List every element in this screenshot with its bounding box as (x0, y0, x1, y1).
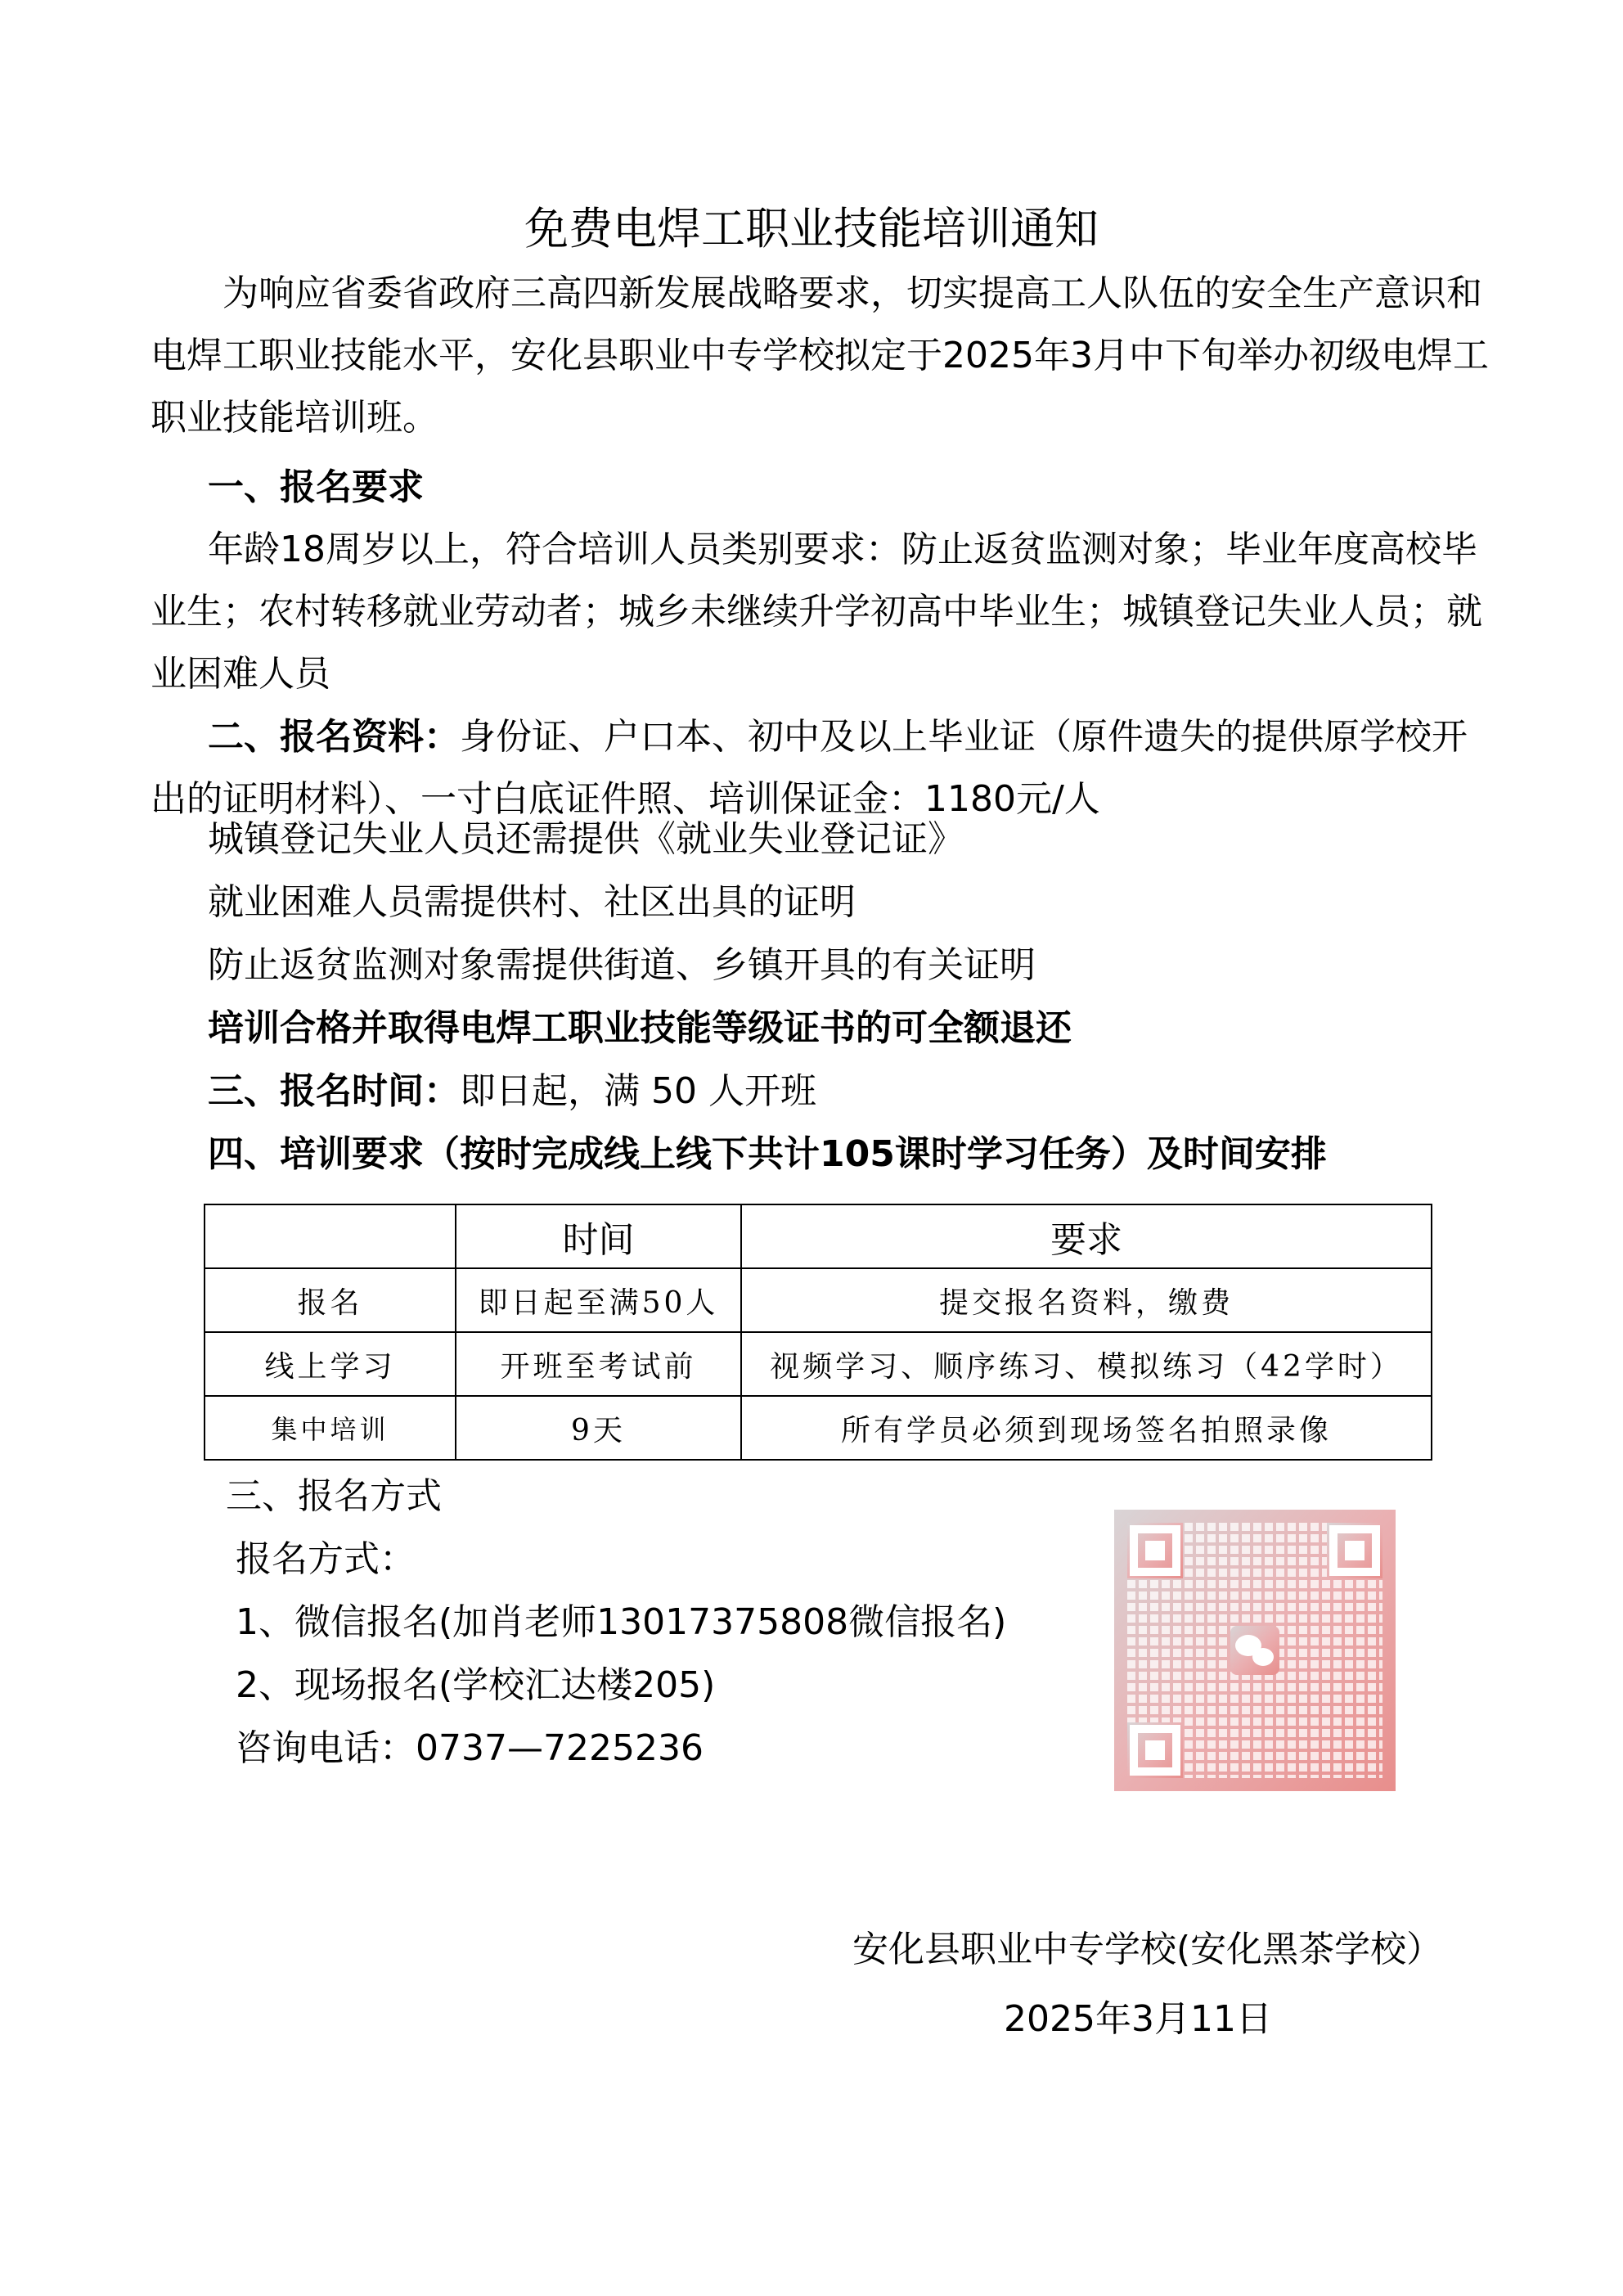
section3-body: 即日起，满 50 人开班 (460, 1070, 816, 1112)
section5-heading: 三、报名方式 (226, 1475, 442, 1517)
section2-paragraph (151, 706, 1492, 831)
section1-heading: 一、报名要求 (208, 466, 424, 508)
page-title: 免费电焊工职业技能培训通知 (524, 203, 1099, 254)
table-header-cell: 时间 (456, 1204, 741, 1268)
table-cell: 线上学习 (205, 1332, 456, 1396)
table-header-cell: 要求 (741, 1204, 1432, 1268)
section2-heading: 二、报名资料： (208, 716, 460, 758)
note-monitoring: 防止返贫监测对象需提供街道、乡镇开具的有关证明 (208, 944, 1036, 986)
table-cell: 即日起至满50人 (456, 1268, 741, 1332)
note-unemployed: 城镇登记失业人员还需提供《就业失业登记证》 (208, 818, 964, 860)
table-header-row (205, 1204, 1432, 1268)
table-cell: 视频学习、顺序练习、模拟练习（42学时） (741, 1332, 1432, 1396)
consult-phone: 咨询电话：0737—7225236 (236, 1727, 704, 1769)
refund-note: 培训合格并取得电焊工职业技能等级证书的可全额退还 (208, 1007, 1072, 1049)
table-row (205, 1268, 1432, 1332)
table-row (205, 1332, 1432, 1396)
table-cell: 提交报名资料，缴费 (741, 1268, 1432, 1332)
wechat-qr-icon (1114, 1510, 1396, 1791)
section4-heading: 四、培训要求（按时完成线上线下共计105课时学习任务）及时间安排 (208, 1133, 1327, 1175)
schedule-table (204, 1204, 1432, 1461)
section3-line (208, 1070, 816, 1112)
table-cell: 报名 (205, 1268, 456, 1332)
section1-body: 年龄18周岁以上，符合培训人员类别要求：防止返贫监测对象；毕业年度高校毕业生；农村转移就业劳动者；城乡未继续升学初高中毕业生；城镇登记失业人员；就业困难人员 (151, 529, 1482, 695)
table-row (205, 1396, 1432, 1460)
table-header-cell (205, 1204, 456, 1268)
table-cell: 集中培训 (205, 1396, 456, 1460)
signature-org: 安化县职业中专学校(安化黑茶学校） (852, 1929, 1443, 1970)
section2-body: 身份证、户口本、初中及以上毕业证（原件遗失的提供原学校开出的证明材料）、一寸白底证件照、培训保证金：1180元/人 (151, 716, 1468, 820)
table-cell: 开班至考试前 (456, 1332, 741, 1396)
section3-heading: 三、报名时间： (208, 1070, 460, 1112)
signup-label: 报名方式： (236, 1538, 416, 1580)
table-cell: 9天 (456, 1396, 741, 1460)
note-hardship: 就业困难人员需提供村、社区出具的证明 (208, 881, 856, 923)
table-cell: 所有学员必须到现场签名拍照录像 (741, 1396, 1432, 1460)
signature-date: 2025年3月11日 (1004, 1998, 1272, 2040)
signup-method-onsite: 2、现场报名(学校汇达楼205) (236, 1664, 716, 1706)
signup-method-wechat: 1、微信报名(加肖老师13017375808微信报名) (236, 1601, 1007, 1643)
intro-paragraph: 为响应省委省政府三高四新发展战略要求，切实提高工人队伍的安全生产意识和电焊工职业技能水平，安化县职业中专学校拟定于2025年3月中下旬举办初级电焊工职业技能培训班。 (151, 272, 1489, 439)
